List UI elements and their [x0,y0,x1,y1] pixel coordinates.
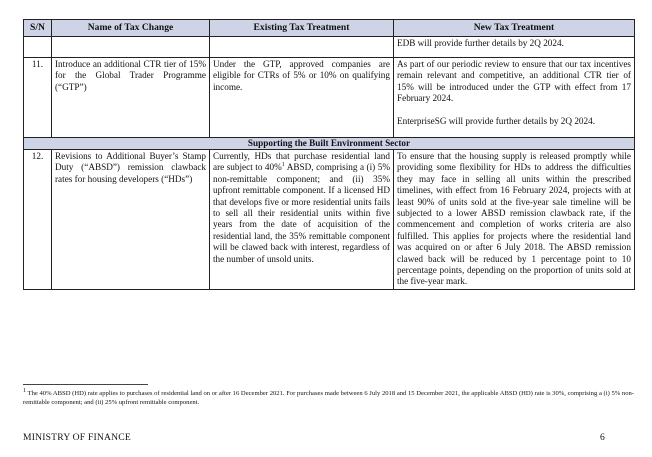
paragraph-gap [397,105,631,116]
page-number: 6 [600,432,605,443]
footer-ministry: MINISTRY OF FINANCE [23,432,131,443]
footnote-text: The 40% ABSD (HD) rate applies to purchases of residential land on or after 16 December 2021. For purchases made between 6 July 2018 and 15 December 2021, the applicable ABSD (HD) rate is 30%, comprising a (i) 5% non-remittable component; and (ii) 25% upfront remittable component. [23,390,634,406]
header-name: Name of Tax Change [52,20,210,37]
footnote-divider [23,384,148,385]
tax-changes-table [23,19,635,290]
new-treatment-paragraph: EnterpriseSG will provide further details by 2Q 2024. [397,115,596,126]
cell-name: Introduce an additional CTR tier of 15% for the Global Trader Programme (“GTP”) [52,58,210,138]
header-existing: Existing Tax Treatment [210,20,394,37]
continued-new-text: EDB will provide further details by 2Q 2024. [397,38,564,48]
cell-name [52,37,210,58]
new-treatment-paragraph: As part of our periodic review to ensure that our tax incentives remain relevant and competitive, an additional CTR tier of 15% will be introduced under the GTP with effect from 17 February 2024. [397,59,631,104]
table-row [24,150,635,290]
cell-new: To ensure that the housing supply is released promptly while providing some flexibility for HDs to address the difficulties they may face in selling all units within the prescribed timelines, with effect from 16 February 2024, projects with at least 90% of units sold at the five-year sale timeline will be subjected to a lower ABSD remission clawback rate, if the commencement and completion of works criteria are also fulfilled. This applies for projects where the residential land was acquired on or after 6 July 2018. The ABSD remission clawed back will be reduced by 1 percentage point to 10 percentage points, depending on the proportion of units sold at the five-year mark. [394,150,635,290]
cell-sn: 11. [24,58,52,138]
cell-existing [210,150,394,290]
footnote-reference: 1 [281,162,285,169]
cell-sn: 12. [24,150,52,290]
footnote-number: 1 [23,387,26,394]
cell-existing [210,37,394,58]
footnote [23,389,634,407]
table-row [24,58,635,138]
table-header-row [24,20,635,37]
cell-name: Revisions to Additional Buyer’s Stamp Duty (“ABSD”) remission clawback rates for housing developers (“HDs”) [52,150,210,290]
cell-sn [24,37,52,58]
existing-text-part: ABSD, comprising a (i) 5% non-remittable component; and (ii) 35% upfront remittable component. If a licensed HD that develops five or more residential units fails to sell all their residential units within five years from the date of acquisition of the residential land, the 35% remittable component will be clawed back with interest, regardless of the number of unsold units. [213,162,390,264]
cell-new [394,58,635,138]
table-row [24,37,635,58]
section-title: Supporting the Built Environment Sector [24,138,635,150]
header-new: New Tax Treatment [394,20,635,37]
cell-new [394,37,635,58]
header-sn: S/N [24,20,52,37]
section-header-row [24,138,635,150]
cell-existing: Under the GTP, approved companies are eligible for CTRs of 5% or 10% on qualifying income. [210,58,394,138]
existing-text-part: Currently, HDs that purchase residential land are subject to 40% [213,151,390,173]
